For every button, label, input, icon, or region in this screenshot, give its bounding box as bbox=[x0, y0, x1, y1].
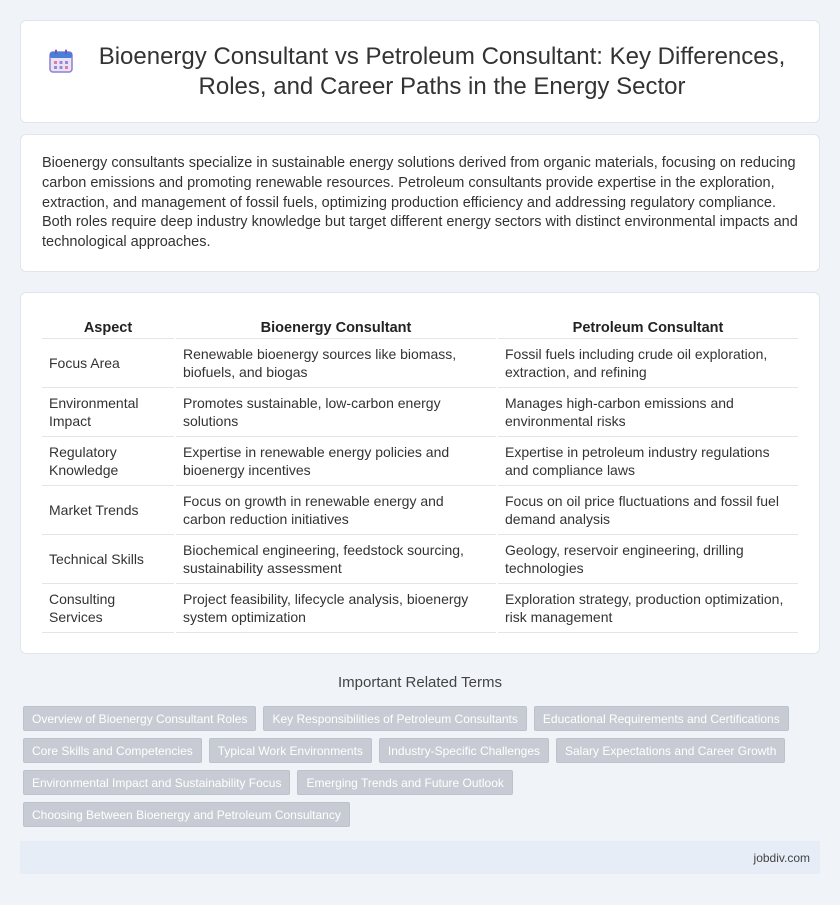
header-bioenergy: Bioenergy Consultant bbox=[175, 314, 497, 338]
related-term-tag[interactable]: Overview of Bioenergy Consultant Roles bbox=[23, 706, 256, 731]
aspect-cell: Technical Skills bbox=[42, 534, 175, 583]
bioenergy-cell: Focus on growth in renewable energy and carbon reduction initiatives bbox=[175, 485, 497, 534]
related-term-tag[interactable]: Industry-Specific Challenges bbox=[379, 738, 549, 763]
related-term-tag[interactable]: Emerging Trends and Future Outlook bbox=[297, 770, 512, 795]
header-petroleum: Petroleum Consultant bbox=[497, 314, 798, 338]
footer bbox=[20, 841, 820, 874]
petroleum-cell: Manages high-carbon emissions and environmental risks bbox=[497, 387, 798, 436]
calendar-icon bbox=[48, 48, 74, 74]
table-row bbox=[42, 436, 798, 485]
bioenergy-cell: Renewable bioenergy sources like biomass, biofuels, and biogas bbox=[175, 338, 497, 387]
table-header-row bbox=[42, 314, 798, 338]
table-row bbox=[42, 387, 798, 436]
table-row bbox=[42, 485, 798, 534]
related-terms-title: Important Related Terms bbox=[338, 674, 502, 691]
aspect-cell: Environmental Impact bbox=[42, 387, 175, 436]
related-term-tag[interactable]: Choosing Between Bioenergy and Petroleum Consultancy bbox=[23, 802, 350, 827]
related-term-tag[interactable]: Core Skills and Competencies bbox=[23, 738, 202, 763]
footer-site-link[interactable]: jobdiv.com bbox=[753, 851, 810, 865]
bioenergy-cell: Project feasibility, lifecycle analysis, bioenergy system optimization bbox=[175, 583, 497, 632]
title-card bbox=[20, 20, 820, 123]
comparison-table bbox=[42, 314, 798, 633]
aspect-cell: Market Trends bbox=[42, 485, 175, 534]
related-term-tag[interactable]: Educational Requirements and Certifications bbox=[534, 706, 789, 731]
related-terms-list bbox=[23, 706, 817, 834]
related-term-tag[interactable]: Typical Work Environments bbox=[209, 738, 372, 763]
table-row bbox=[42, 338, 798, 387]
related-term-tag[interactable]: Environmental Impact and Sustainability Focus bbox=[23, 770, 290, 795]
related-term-tag[interactable]: Key Responsibilities of Petroleum Consultants bbox=[263, 706, 526, 731]
petroleum-cell: Fossil fuels including crude oil exploration, extraction, and refining bbox=[497, 338, 798, 387]
table-row bbox=[42, 534, 798, 583]
petroleum-cell: Expertise in petroleum industry regulations and compliance laws bbox=[497, 436, 798, 485]
bioenergy-cell: Promotes sustainable, low-carbon energy solutions bbox=[175, 387, 497, 436]
bioenergy-cell: Biochemical engineering, feedstock sourcing, sustainability assessment bbox=[175, 534, 497, 583]
petroleum-cell: Focus on oil price fluctuations and fossil fuel demand analysis bbox=[497, 485, 798, 534]
petroleum-cell: Geology, reservoir engineering, drilling technologies bbox=[497, 534, 798, 583]
intro-card bbox=[20, 134, 820, 272]
petroleum-cell: Exploration strategy, production optimization, risk management bbox=[497, 583, 798, 632]
header-aspect: Aspect bbox=[42, 314, 175, 338]
related-term-tag[interactable]: Salary Expectations and Career Growth bbox=[556, 738, 785, 763]
aspect-cell: Regulatory Knowledge bbox=[42, 436, 175, 485]
comparison-table-card bbox=[20, 292, 820, 654]
page-title: Bioenergy Consultant vs Petroleum Consultant: Key Differences, Roles, and Career Paths in the Energy Sector bbox=[98, 42, 786, 100]
bioenergy-cell: Expertise in renewable energy policies and bioenergy incentives bbox=[175, 436, 497, 485]
aspect-cell: Focus Area bbox=[42, 338, 175, 387]
table-row bbox=[42, 583, 798, 632]
aspect-cell: Consulting Services bbox=[42, 583, 175, 632]
intro-paragraph: Bioenergy consultants specialize in sustainable energy solutions derived from organic materials, focusing on reducing carbon emissions and promoting renewable resources. Petroleum consultants provide expertise in the exploration, extraction, and management of fossil fuels, optimizing production efficiency and addressing regulatory compliance. Both roles require deep industry knowledge but target different energy sectors with distinct environmental impacts and technological approaches. bbox=[42, 155, 798, 251]
